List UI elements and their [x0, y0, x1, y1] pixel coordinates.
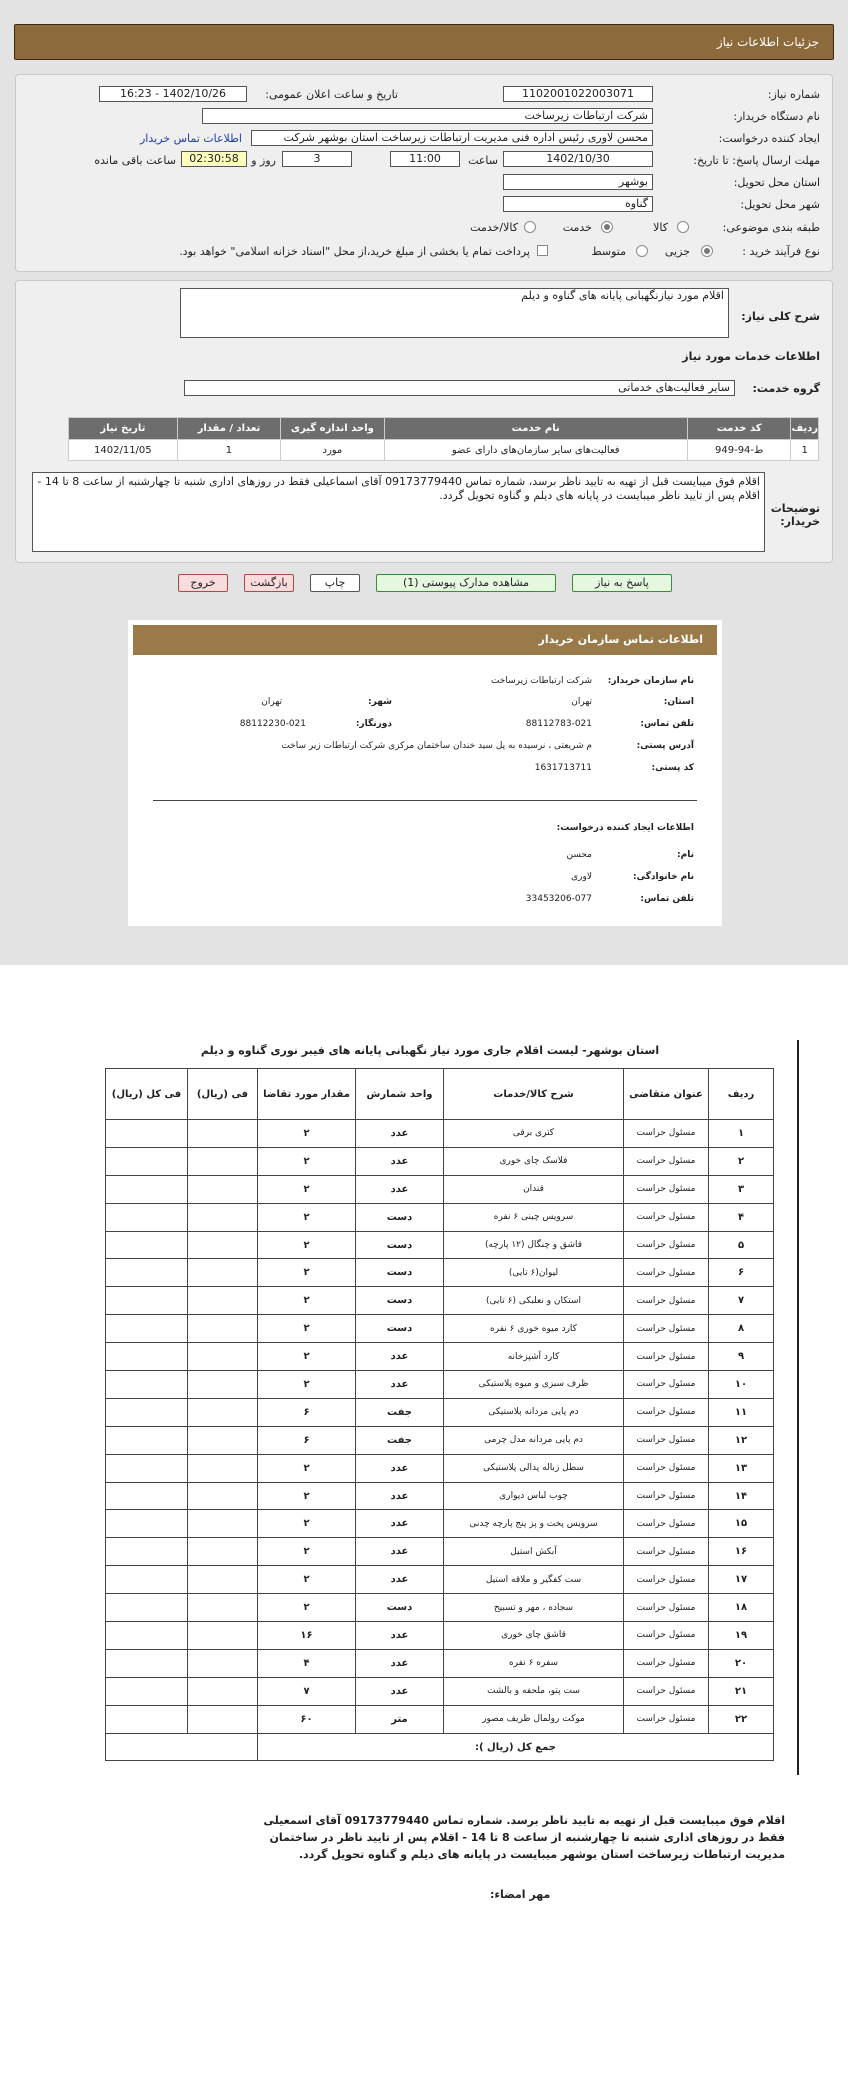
- col-code: کد خدمت: [687, 418, 791, 440]
- cell: [106, 1287, 188, 1315]
- cell: سطل زباله پدالی پلاستیکی: [444, 1454, 624, 1482]
- cell: مسئول حراست: [624, 1677, 709, 1705]
- back-button[interactable]: بازگشت: [244, 574, 294, 592]
- cell: مسئول حراست: [624, 1203, 709, 1231]
- cell: ۱۸: [709, 1594, 774, 1622]
- city-value: تهران: [261, 697, 282, 707]
- cell: [188, 1398, 258, 1426]
- cell: [188, 1566, 258, 1594]
- cell: مسئول حراست: [624, 1259, 709, 1287]
- address-value: م شریعتی ، نرسیده به پل سید خندان ساختمان مرکزی شرکت ارتباطات زیر ساخت: [281, 741, 592, 751]
- cell: ۶۰: [258, 1705, 356, 1733]
- postal-value: 1631713711: [534, 763, 592, 773]
- cell: ۱۴: [709, 1482, 774, 1510]
- cell: [188, 1649, 258, 1677]
- cell: ۴: [258, 1649, 356, 1677]
- cell: [188, 1259, 258, 1287]
- cell: قاشق چای خوری: [444, 1622, 624, 1650]
- buyer-field: شرکت ارتباطات زیرساخت: [202, 108, 653, 124]
- table-row: [106, 1287, 774, 1315]
- cell: ۳: [709, 1175, 774, 1203]
- cell: 1402/11/05: [69, 440, 178, 461]
- cell: دست: [356, 1231, 444, 1259]
- cell: 1: [177, 440, 280, 461]
- cell: ۲۰: [709, 1649, 774, 1677]
- cell: [106, 1426, 188, 1454]
- family-value: لاوری: [571, 872, 592, 882]
- cell: [188, 1287, 258, 1315]
- cell: ست کفگیر و ملاقه استیل: [444, 1566, 624, 1594]
- buyer-notes-label: توضیحات خریدار:: [770, 502, 820, 528]
- services-table-header: [69, 418, 819, 440]
- creator-title: اطلاعات ایجاد کننده درخواست:: [556, 823, 694, 833]
- summary-label: شرح کلی نیاز:: [741, 310, 820, 323]
- category-radio-goods[interactable]: [677, 221, 689, 233]
- cell: ۲: [258, 1231, 356, 1259]
- cell: عدد: [356, 1120, 444, 1148]
- name-value: محسن: [566, 850, 592, 860]
- process-option-medium: متوسط: [591, 245, 626, 258]
- cell: [188, 1147, 258, 1175]
- cell: سرویس پخت و پز پنج پارچه چدنی: [444, 1510, 624, 1538]
- process-radio-minor[interactable]: [701, 245, 713, 257]
- cell: لیوان(۶ تایی): [444, 1259, 624, 1287]
- cell: جفت: [356, 1398, 444, 1426]
- cell: ۲: [258, 1147, 356, 1175]
- cell: ۲: [709, 1147, 774, 1175]
- cell: استکان و نعلبکی (۶ تایی): [444, 1287, 624, 1315]
- buyer-notes-field: اقلام فوق میبایست قبل از تهیه به تایید ناظر برسد، شماره تماس 09173779440 آقای اسماعیلی فقط در روزهای اداری شنبه تا چهارشنبه از ساعت 8 تا 14 - اقلام پس از تایید ناظر میبایست در پایانه های دیلم و گناوه تحویل گردد.: [32, 472, 765, 552]
- category-radio-both[interactable]: [524, 221, 536, 233]
- cell: مسئول حراست: [624, 1538, 709, 1566]
- cell: چوب لباس دیواری: [444, 1482, 624, 1510]
- city-field: گناوه: [503, 196, 653, 212]
- contact-divider: [153, 800, 697, 801]
- cell: [188, 1371, 258, 1399]
- cell: عدد: [356, 1175, 444, 1203]
- process-option-minor: جزیی: [664, 245, 690, 258]
- cell: سجاده ، مهر و تسبیح: [444, 1594, 624, 1622]
- col-name: نام خدمت: [384, 418, 687, 440]
- cell: عدد: [356, 1538, 444, 1566]
- document-border-line: [797, 1040, 799, 1775]
- total-value: [106, 1733, 258, 1761]
- cell: [188, 1482, 258, 1510]
- time-label: ساعت: [468, 154, 498, 167]
- table-row: [106, 1594, 774, 1622]
- cell: ۲: [258, 1482, 356, 1510]
- col-total-price: فی کل (ریال): [106, 1069, 188, 1120]
- category-option-goods: کالا: [653, 221, 668, 234]
- total-label: جمع کل (ریال ):: [258, 1733, 774, 1761]
- page-header: [14, 24, 834, 60]
- cell: عدد: [356, 1677, 444, 1705]
- cell: دست: [356, 1594, 444, 1622]
- cell: ۲: [258, 1315, 356, 1343]
- cell: ۲: [258, 1203, 356, 1231]
- services-table: [68, 417, 819, 461]
- days-field: 3: [282, 151, 352, 167]
- province-label: استان:: [663, 697, 694, 707]
- table-row: [106, 1147, 774, 1175]
- col-row: ردیف: [709, 1069, 774, 1120]
- cell: [188, 1538, 258, 1566]
- cell: مسئول حراست: [624, 1398, 709, 1426]
- cell: [188, 1120, 258, 1148]
- cell: دست: [356, 1259, 444, 1287]
- table-row: [106, 1454, 774, 1482]
- cell: مسئول حراست: [624, 1426, 709, 1454]
- fax-value: 88112230-021: [239, 719, 306, 729]
- document-note: اقلام فوق میبایست قبل از تهیه به تایید ناظر برسد. شماره تماس 09173779440 آقای اسمعیلی فقط در روزهای اداری شنبه تا چهارشنبه از ساعت 8 تا 14 - اقلام پس از تایید ناظر در ساختمان مدیریت ارتباطات زیرساخت استان بوشهر میبایست در پایانه های دیلم و گناوه تحویل گردد.: [263, 1814, 785, 1861]
- table-row: [106, 1705, 774, 1733]
- cell: مسئول حراست: [624, 1566, 709, 1594]
- cell: ط-94-949: [687, 440, 791, 461]
- cell: مسئول حراست: [624, 1315, 709, 1343]
- table-row: [106, 1175, 774, 1203]
- cell: [188, 1705, 258, 1733]
- cell: [106, 1203, 188, 1231]
- table-row: [106, 1371, 774, 1399]
- cell: متر: [356, 1705, 444, 1733]
- postal-label: کد پستی:: [651, 763, 694, 773]
- creator-field: محسن لاوری رئیس اداره فنی مدیریت ارتباطات زیرساخت استان بوشهر شرکت: [251, 130, 653, 146]
- cell: ۲: [258, 1175, 356, 1203]
- cell: دست: [356, 1315, 444, 1343]
- cell: [188, 1231, 258, 1259]
- cell: مسئول حراست: [624, 1147, 709, 1175]
- cell: ظرف سبزی و میوه پلاستیکی: [444, 1371, 624, 1399]
- cell: ۱: [709, 1120, 774, 1148]
- cell: ۶: [258, 1398, 356, 1426]
- cell: [188, 1594, 258, 1622]
- col-unit: واحد شمارش: [356, 1069, 444, 1120]
- cell: دم پایی مردانه پلاستیکی: [444, 1398, 624, 1426]
- cell: عدد: [356, 1371, 444, 1399]
- province-label: استان محل تحویل:: [733, 176, 820, 189]
- cell: عدد: [356, 1482, 444, 1510]
- cell: [188, 1510, 258, 1538]
- cell: ۲: [258, 1510, 356, 1538]
- need-number-label: شماره نیاز:: [767, 88, 820, 101]
- cell: ۲: [258, 1259, 356, 1287]
- cell: [106, 1259, 188, 1287]
- summary-field: اقلام مورد نیازنگهبانی پایانه های گناوه و دیلم: [180, 288, 729, 338]
- fax-label: دورنگار:: [355, 719, 392, 729]
- col-applicant: عنوان متقاضی: [624, 1069, 709, 1120]
- items-body: [106, 1120, 774, 1734]
- cell: ۱۷: [709, 1566, 774, 1594]
- document-title: استان بوشهر- لیست اقلام جاری مورد نیاز نگهبانی پایانه های فیبر نوری گناوه و دیلم: [200, 1044, 660, 1057]
- announce-field: 1402/10/26 - 16:23: [99, 86, 247, 102]
- cell: [188, 1203, 258, 1231]
- table-row: [106, 1398, 774, 1426]
- cell: [188, 1175, 258, 1203]
- creator-phone-label: تلفن تماس:: [640, 894, 694, 904]
- cell: عدد: [356, 1622, 444, 1650]
- cell: ۲۲: [709, 1705, 774, 1733]
- cell: [106, 1649, 188, 1677]
- city-label: شهر محل تحویل:: [740, 198, 820, 211]
- print-button[interactable]: چاپ: [310, 574, 360, 592]
- exit-button[interactable]: خروج: [178, 574, 228, 592]
- cell: ۸: [709, 1315, 774, 1343]
- cell: ۲: [258, 1538, 356, 1566]
- cell: ۷: [709, 1287, 774, 1315]
- cell: مسئول حراست: [624, 1287, 709, 1315]
- cell: سرویس چینی ۶ نفره: [444, 1203, 624, 1231]
- cell: مسئول حراست: [624, 1622, 709, 1650]
- cell: ۲: [258, 1343, 356, 1371]
- creator-label: ایجاد کننده درخواست:: [718, 132, 820, 145]
- table-row: [106, 1566, 774, 1594]
- cell: ۲۱: [709, 1677, 774, 1705]
- cell: [106, 1175, 188, 1203]
- table-row: [106, 1259, 774, 1287]
- org-value: شرکت ارتباطات زیرساخت: [490, 676, 592, 686]
- table-row: [106, 1649, 774, 1677]
- cell: فعالیت‌های سایر سازمان‌های دارای عضو: [384, 440, 687, 461]
- table-row: [106, 1426, 774, 1454]
- cell: فلاسک چای خوری: [444, 1147, 624, 1175]
- payment-note: پرداخت تمام یا بخشی از مبلغ خرید،از محل "اسناد خزانه اسلامی" خواهد بود.: [179, 245, 530, 258]
- cell: مسئول حراست: [624, 1594, 709, 1622]
- cell: [188, 1622, 258, 1650]
- phone-value: 88112783-021: [525, 719, 592, 729]
- cell: [188, 1677, 258, 1705]
- category-label: طبقه بندی موضوعی:: [722, 221, 820, 234]
- cell: آبکش استیل: [444, 1538, 624, 1566]
- cell: ۶: [258, 1426, 356, 1454]
- cell: [106, 1231, 188, 1259]
- cell: ۲: [258, 1454, 356, 1482]
- cell: ۱۰: [709, 1371, 774, 1399]
- cell: سفره ۶ نفره: [444, 1649, 624, 1677]
- cell: [188, 1343, 258, 1371]
- cell: ست پتو، ملحفه و بالشت: [444, 1677, 624, 1705]
- table-row: [106, 1510, 774, 1538]
- cell: [106, 1371, 188, 1399]
- contact-card-title: اطلاعات تماس سازمان خریدار: [133, 625, 717, 655]
- province-value: تهران: [571, 697, 592, 707]
- table-row: [106, 1677, 774, 1705]
- cell: کارد میوه خوری ۶ نفره: [444, 1315, 624, 1343]
- cell: مسئول حراست: [624, 1231, 709, 1259]
- table-row: [106, 1315, 774, 1343]
- cell: [106, 1677, 188, 1705]
- cell: مسئول حراست: [624, 1343, 709, 1371]
- cell: کارد آشپزخانه: [444, 1343, 624, 1371]
- cell: جفت: [356, 1426, 444, 1454]
- cell: مسئول حراست: [624, 1175, 709, 1203]
- need-number-field: 1102001022003071: [503, 86, 653, 102]
- deadline-time-field: 11:00: [390, 151, 460, 167]
- cell: دست: [356, 1203, 444, 1231]
- cell: [106, 1566, 188, 1594]
- cell: مسئول حراست: [624, 1454, 709, 1482]
- table-row: [106, 1482, 774, 1510]
- cell: ۱۹: [709, 1622, 774, 1650]
- cell: ۷: [258, 1677, 356, 1705]
- cell: [106, 1454, 188, 1482]
- view-docs-button[interactable]: مشاهده مدارک پیوستی (1): [376, 574, 556, 592]
- services-title: اطلاعات خدمات مورد نیاز: [682, 350, 820, 363]
- deadline-label: مهلت ارسال پاسخ: تا تاریخ:: [693, 154, 820, 167]
- cell: [106, 1398, 188, 1426]
- treasury-checkbox[interactable]: [537, 245, 548, 256]
- cell: ۱۶: [258, 1622, 356, 1650]
- cell: مسئول حراست: [624, 1649, 709, 1677]
- phone-label: تلفن تماس:: [640, 719, 694, 729]
- table-row: [69, 440, 819, 461]
- cell: عدد: [356, 1147, 444, 1175]
- cell: ۵: [709, 1231, 774, 1259]
- cell: [106, 1510, 188, 1538]
- org-label: نام سازمان خریدار:: [607, 676, 694, 686]
- buyer-contact-link[interactable]: اطلاعات تماس خریدار: [140, 132, 242, 145]
- remaining-time-field: 02:30:58: [181, 151, 247, 167]
- cell: مورد: [281, 440, 384, 461]
- col-unit: واحد اندازه گیری: [281, 418, 384, 440]
- col-unit-price: فی (ریال): [188, 1069, 258, 1120]
- cell: [188, 1454, 258, 1482]
- process-radio-medium[interactable]: [636, 245, 648, 257]
- table-row: [106, 1203, 774, 1231]
- cell: موکت رولمال ظریف مصور: [444, 1705, 624, 1733]
- table-row: [106, 1231, 774, 1259]
- cell: دم پایی مردانه مدل چرمی: [444, 1426, 624, 1454]
- cell: مسئول حراست: [624, 1510, 709, 1538]
- table-row: [106, 1622, 774, 1650]
- cell: ۹: [709, 1343, 774, 1371]
- category-option-service: خدمت: [562, 221, 592, 234]
- cell: مسئول حراست: [624, 1120, 709, 1148]
- cell: [106, 1705, 188, 1733]
- col-date: تاریخ نیاز: [69, 418, 178, 440]
- items-header: [106, 1069, 774, 1120]
- cell: ۱۳: [709, 1454, 774, 1482]
- cell: ۲: [258, 1566, 356, 1594]
- address-label: آدرس پستی:: [636, 741, 694, 751]
- cell: عدد: [356, 1454, 444, 1482]
- cell: عدد: [356, 1343, 444, 1371]
- total-row: [106, 1733, 774, 1761]
- buyer-label: نام دستگاه خریدار:: [733, 110, 820, 123]
- cell: [106, 1538, 188, 1566]
- cell: ۱۵: [709, 1510, 774, 1538]
- cell: ۲: [258, 1120, 356, 1148]
- category-option-both: کالا/خدمت: [470, 221, 518, 234]
- col-quantity: مقدار مورد تقاضا: [258, 1069, 356, 1120]
- contact-card: [128, 620, 722, 926]
- family-label: نام خانوادگی:: [632, 872, 694, 882]
- announce-label: تاریخ و ساعت اعلان عمومی:: [265, 88, 398, 101]
- cell: ۲: [258, 1287, 356, 1315]
- cell: ۱۶: [709, 1538, 774, 1566]
- group-field: سایر فعالیت‌های خدماتی: [184, 380, 735, 396]
- days-label: روز و: [251, 154, 276, 167]
- cell: عدد: [356, 1649, 444, 1677]
- reply-button[interactable]: پاسخ به نیاز: [572, 574, 672, 592]
- cell: ۲: [258, 1371, 356, 1399]
- city-label: شهر:: [368, 697, 392, 707]
- cell: کتری برقی: [444, 1120, 624, 1148]
- cell: [106, 1343, 188, 1371]
- creator-phone-value: 33453206-077: [525, 894, 592, 904]
- cell: [188, 1426, 258, 1454]
- col-qty: تعداد / مقدار: [177, 418, 280, 440]
- cell: قاشق و چنگال (۱۲ پارچه): [444, 1231, 624, 1259]
- cell: مسئول حراست: [624, 1371, 709, 1399]
- cell: ۴: [709, 1203, 774, 1231]
- table-row: [106, 1538, 774, 1566]
- col-description: شرح کالا/خدمات: [444, 1069, 624, 1120]
- table-row: [106, 1120, 774, 1148]
- cell: ۱۲: [709, 1426, 774, 1454]
- col-row: ردیف: [791, 418, 819, 440]
- cell: ۶: [709, 1259, 774, 1287]
- cell: [106, 1594, 188, 1622]
- remaining-label: ساعت باقی مانده: [94, 154, 176, 167]
- cell: [106, 1120, 188, 1148]
- cell: [106, 1482, 188, 1510]
- cell: ۲: [258, 1594, 356, 1622]
- cell: مسئول حراست: [624, 1482, 709, 1510]
- cell: مسئول حراست: [624, 1705, 709, 1733]
- items-table: [105, 1068, 774, 1761]
- cell: عدد: [356, 1510, 444, 1538]
- deadline-date-field: 1402/10/30: [503, 151, 653, 167]
- province-field: بوشهر: [503, 174, 653, 190]
- cell: عدد: [356, 1566, 444, 1594]
- cell: 1: [791, 440, 819, 461]
- category-radio-service[interactable]: [601, 221, 613, 233]
- name-label: نام:: [677, 850, 694, 860]
- need-info-panel: [15, 74, 833, 272]
- cell: دست: [356, 1287, 444, 1315]
- cell: [106, 1315, 188, 1343]
- page-title: جزئیات اطلاعات نیاز: [716, 35, 819, 49]
- cell: قندان: [444, 1175, 624, 1203]
- cell: [106, 1147, 188, 1175]
- process-label: نوع فرآیند خرید :: [742, 245, 820, 258]
- table-row: [106, 1343, 774, 1371]
- cell: [106, 1622, 188, 1650]
- cell: [188, 1315, 258, 1343]
- signature-label: مهر امضاء:: [490, 1888, 551, 1901]
- cell: ۱۱: [709, 1398, 774, 1426]
- group-label: گروه خدمت:: [752, 382, 820, 395]
